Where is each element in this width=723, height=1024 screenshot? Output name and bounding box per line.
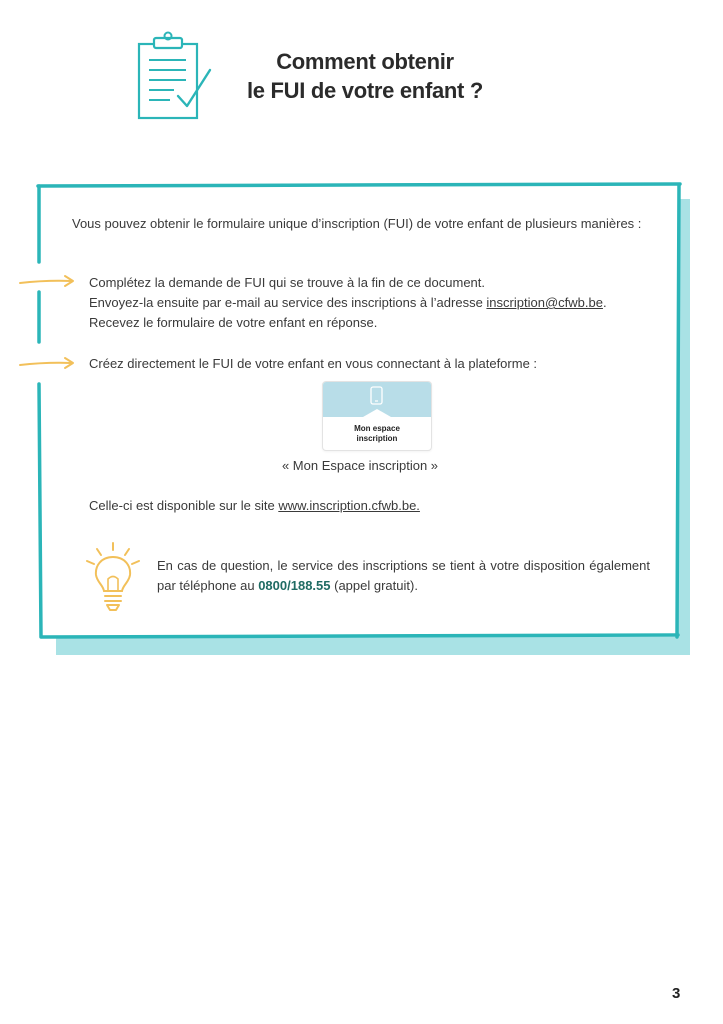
site-text <box>89 496 649 516</box>
option1-line2 <box>89 293 649 313</box>
arrow-right-icon <box>18 274 76 288</box>
option1-line3: Recevez le formulaire de votre enfant en réponse. <box>89 315 378 330</box>
help-suffix: (appel gratuit). <box>330 578 418 593</box>
page-title <box>225 47 505 105</box>
site-prefix: Celle-ci est disponible sur le site <box>89 498 279 513</box>
option-email <box>89 273 649 333</box>
arrow-right-icon <box>18 356 76 370</box>
page-number: 3 <box>672 985 681 1002</box>
option1-line1: Complétez la demande de FUI qui se trouve à la fin de ce document. <box>89 275 485 290</box>
help-text <box>157 556 650 596</box>
lightbulb-icon <box>83 541 143 613</box>
option1-line2-text: Envoyez-la ensuite par e-mail au service des inscriptions à l’adresse <box>89 295 487 310</box>
help-prefix: En cas de question, le service des inscriptions se tient à votre disposition également par téléphone au <box>157 558 650 593</box>
title-line-1: Comment obtenir <box>276 49 454 74</box>
title-line-2: le FUI de votre enfant ? <box>246 78 484 103</box>
clipboard-checklist-icon <box>134 30 216 124</box>
mon-espace-inscription-badge[interactable] <box>322 381 432 451</box>
badge-header <box>323 382 431 417</box>
phone-icon <box>323 382 431 417</box>
option1-line2-suffix: . <box>602 295 607 310</box>
option2-text: Créez directement le FUI de votre enfant en vous connectant à la plateforme : <box>89 356 538 371</box>
site-link[interactable]: www.inscription.cfwb.be. <box>278 498 420 513</box>
badge-caption: « Mon Espace inscription » <box>281 458 439 473</box>
badge-line-2: inscription <box>356 434 398 443</box>
badge-label <box>323 424 431 444</box>
email-link[interactable]: inscription@cfwb.be <box>486 295 603 310</box>
phone-number[interactable]: 0800/188.55 <box>258 578 331 593</box>
intro-text: Vous pouvez obtenir le formulaire unique d’inscription (FUI) de votre enfant de plusieurs manières : <box>72 216 642 231</box>
badge-line-1: Mon espace <box>354 424 400 433</box>
